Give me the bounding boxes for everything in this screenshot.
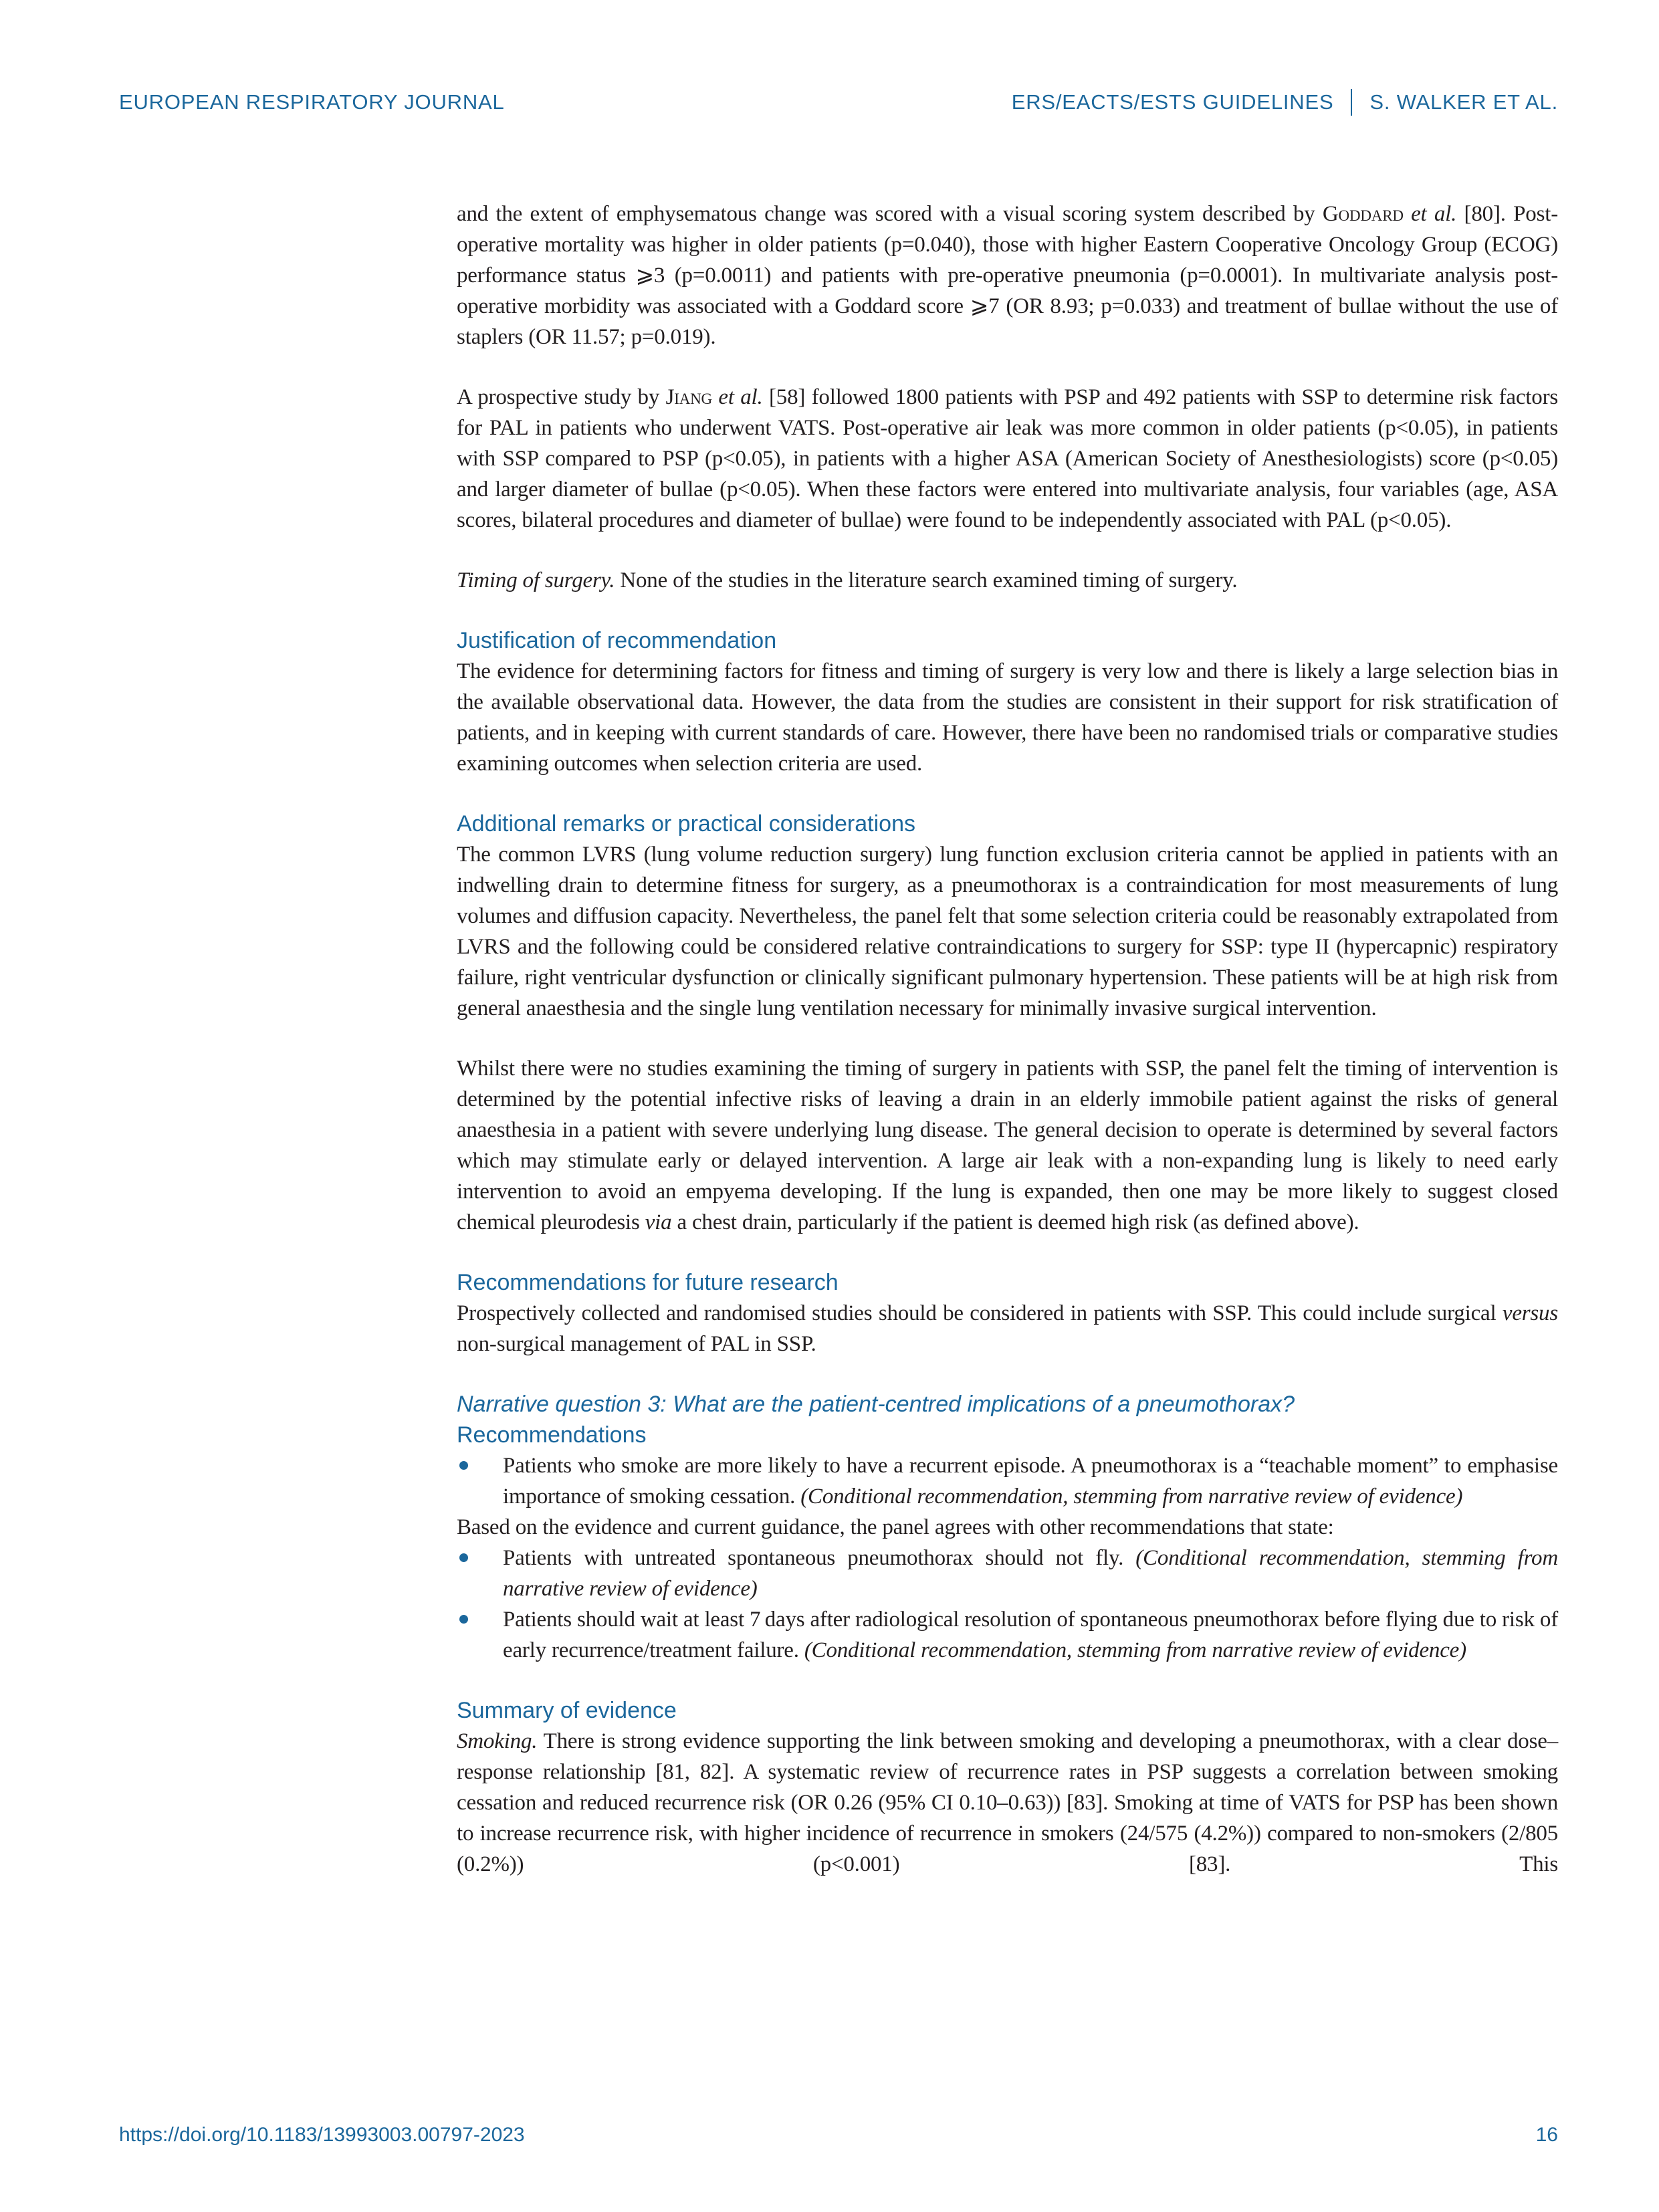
page-footer [119,2124,1558,2146]
text-segment: Patients who smoke are more likely to have a recurrent episode. A pneumothorax is a “teachable moment” to emphasise importance of smoking cessation. [503,1454,1558,1509]
bullet-should-not-fly [457,1543,1558,1604]
text-segment: and the extent of emphysematous change was scored with a visual scoring system described by [457,202,1323,226]
heading-narrative-question-3 [457,1389,1558,1420]
page-header [119,89,1558,116]
heading-justification-of-recommendation [457,625,1558,656]
page-number: 16 [1535,2124,1558,2146]
text-segment: Additional remarks or practical considerations [457,811,915,837]
text-segment: (Conditional recommendation, stemming from narrative review of evidence) [804,1638,1466,1662]
text-segment: Justification of recommendation [457,628,777,653]
paragraph-smoking-evidence [457,1726,1558,1880]
text-segment: There is strong evidence supporting the link between smoking and developing a pneumothorax, with a clear dose–response relationship [81, 82]. A systematic review of recurrence rates in PSP suggests a correlation between smoking cessation and reduced recurrence risk (OR 0.26 (95% CI 0.10–0.63)) [83]. Smoking at time of VATS for PSP has been shown to increase recurrence risk, with higher incidence of recurrence in smokers (24/575 (4.2%)) compared to non-smokers (2/805 (0.2%)) (p<0.001) [83]. This [457,1729,1558,1876]
header-right [1012,89,1558,116]
text-segment: via [645,1210,672,1234]
text-segment: The evidence for determining factors for fitness and timing of surgery is very low and there is likely a large selection bias in the available observational data. However, the data from the studies are consistent in their support for risk stratification of patients, and in keeping with current standards of care. However, there have been no randomised trials or comparative studies examining outcomes when selection criteria are used. [457,659,1558,776]
paragraph-based-on-evidence [457,1512,1558,1543]
text-segment: et al. [1403,202,1457,226]
text-segment: [80]. Post-operative mortality was higher in older patients (p=0.040), those with higher Eastern Cooperative Oncology Group (ECOG) performance status ⩾3 (p=0.0011) and patients with pre-operative pneumonia (p=0.0001). In multivariate analysis post-operative morbidity was associated with a Goddard score ⩾7 (OR 8.93; p=0.033) and treatment of bullae without the use of staplers (OR 11.57; p=0.019). [457,202,1558,349]
text-segment: (Conditional recommendation, stemming from narrative review of evidence) [503,1546,1558,1601]
text-segment: Patients should wait at least 7 days after radiological resolution of spontaneous pneumothorax before flying due to risk of early recurrence/treatment failure. [503,1608,1558,1662]
text-segment: (Conditional recommendation, stemming from narrative review of evidence) [800,1484,1463,1509]
bullet-wait-7-days [457,1604,1558,1666]
paragraph-lvrs-criteria [457,839,1558,1024]
header-authors: S. WALKER ET AL. [1369,90,1558,114]
heading-summary-of-evidence [457,1695,1558,1726]
paragraph-goddard-study [457,199,1558,352]
paragraph-justification [457,656,1558,779]
text-segment: Summary of evidence [457,1698,677,1723]
doi-link[interactable]: https://doi.org/10.1183/13993003.00797-2023 [119,2124,525,2146]
text-segment: Recommendations for future research [457,1270,839,1295]
text-segment: Prospectively collected and randomised studies should be considered in patients with SSP. This could include surgical [457,1301,1503,1325]
article-content [457,199,1558,1909]
text-segment: [58] followed 1800 patients with PSP and 492 patients with SSP to determine risk factors for PAL in patients who underwent VATS. Post-operative air leak was more common in older patients (p<0.05), in patients with SSP compared to PSP (p<0.05), in patients with a higher ASA (American Society of Anesthesiologists) score (p<0.05) and larger diameter of bullae (p<0.05). When these factors were entered into multivariate analysis, four variables (age, ASA scores, bilateral procedures and diameter of bullae) were found to be independently associated with PAL (p<0.05). [457,385,1559,532]
text-segment: None of the studies in the literature search examined timing of surgery. [615,568,1238,592]
text-segment: Based on the evidence and current guidance, the panel agrees with other recommendations that state: [457,1515,1334,1539]
header-guidelines-label: ERS/EACTS/ESTS GUIDELINES [1011,90,1334,114]
text-segment: Goddard [1322,202,1404,226]
text-segment: Jiang [665,385,712,409]
text-segment: A prospective study by [457,385,666,409]
heading-additional-remarks [457,808,1558,839]
paragraph-timing-of-surgery [457,565,1558,596]
heading-recommendations [457,1420,1558,1450]
paragraph-future-research [457,1298,1558,1359]
bullet-smoking-recurrence [457,1450,1558,1512]
journal-name: EUROPEAN RESPIRATORY JOURNAL [119,90,505,114]
text-segment: versus [1502,1301,1558,1325]
text-segment: a chest drain, particularly if the patient is deemed high risk (as defined above). [671,1210,1359,1234]
text-segment: Patients with untreated spontaneous pneumothorax should not fly. [503,1546,1136,1570]
paragraph-timing-considerations [457,1053,1558,1238]
text-segment: non-surgical management of PAL in SSP. [457,1332,816,1356]
text-segment: Whilst there were no studies examining the timing of surgery in patients with SSP, the panel felt the timing of intervention is determined by the potential infective risks of leaving a drain in an elderly immobile patient against the risks of general anaesthesia in a patient with severe underlying lung disease. The general decision to operate is determined by several factors which may stimulate early or delayed intervention. A large air leak with a non-expanding lung is likely to need early intervention to avoid an empyema developing. If the lung is expanded, then one may be more likely to suggest closed chemical pleurodesis [457,1057,1558,1234]
heading-recommendations-future-research [457,1267,1558,1298]
text-segment: Smoking. [457,1729,538,1753]
text-segment: Narrative question 3: What are the patient-centred implications of a pneumothorax? [457,1392,1295,1417]
text-segment: The common LVRS (lung volume reduction surgery) lung function exclusion criteria cannot be applied in patients with an indwelling drain to determine fitness for surgery, as a pneumothorax is a contraindication for most measurements of lung volumes and diffusion capacity. Nevertheless, the panel felt that some selection criteria could be reasonably extrapolated from LVRS and the following could be considered relative contraindications to surgery for SSP: type II (hypercapnic) respiratory failure, right ventricular dysfunction or clinically significant pulmonary hypertension. These patients will be at high risk from general anaesthesia and the single lung ventilation necessary for minimally invasive surgical intervention. [457,843,1558,1020]
text-segment: Recommendations [457,1422,647,1448]
text-segment: Timing of surgery. [457,568,615,592]
header-separator [1351,89,1352,116]
text-segment: et al. [711,385,763,409]
paragraph-jiang-study [457,382,1558,536]
